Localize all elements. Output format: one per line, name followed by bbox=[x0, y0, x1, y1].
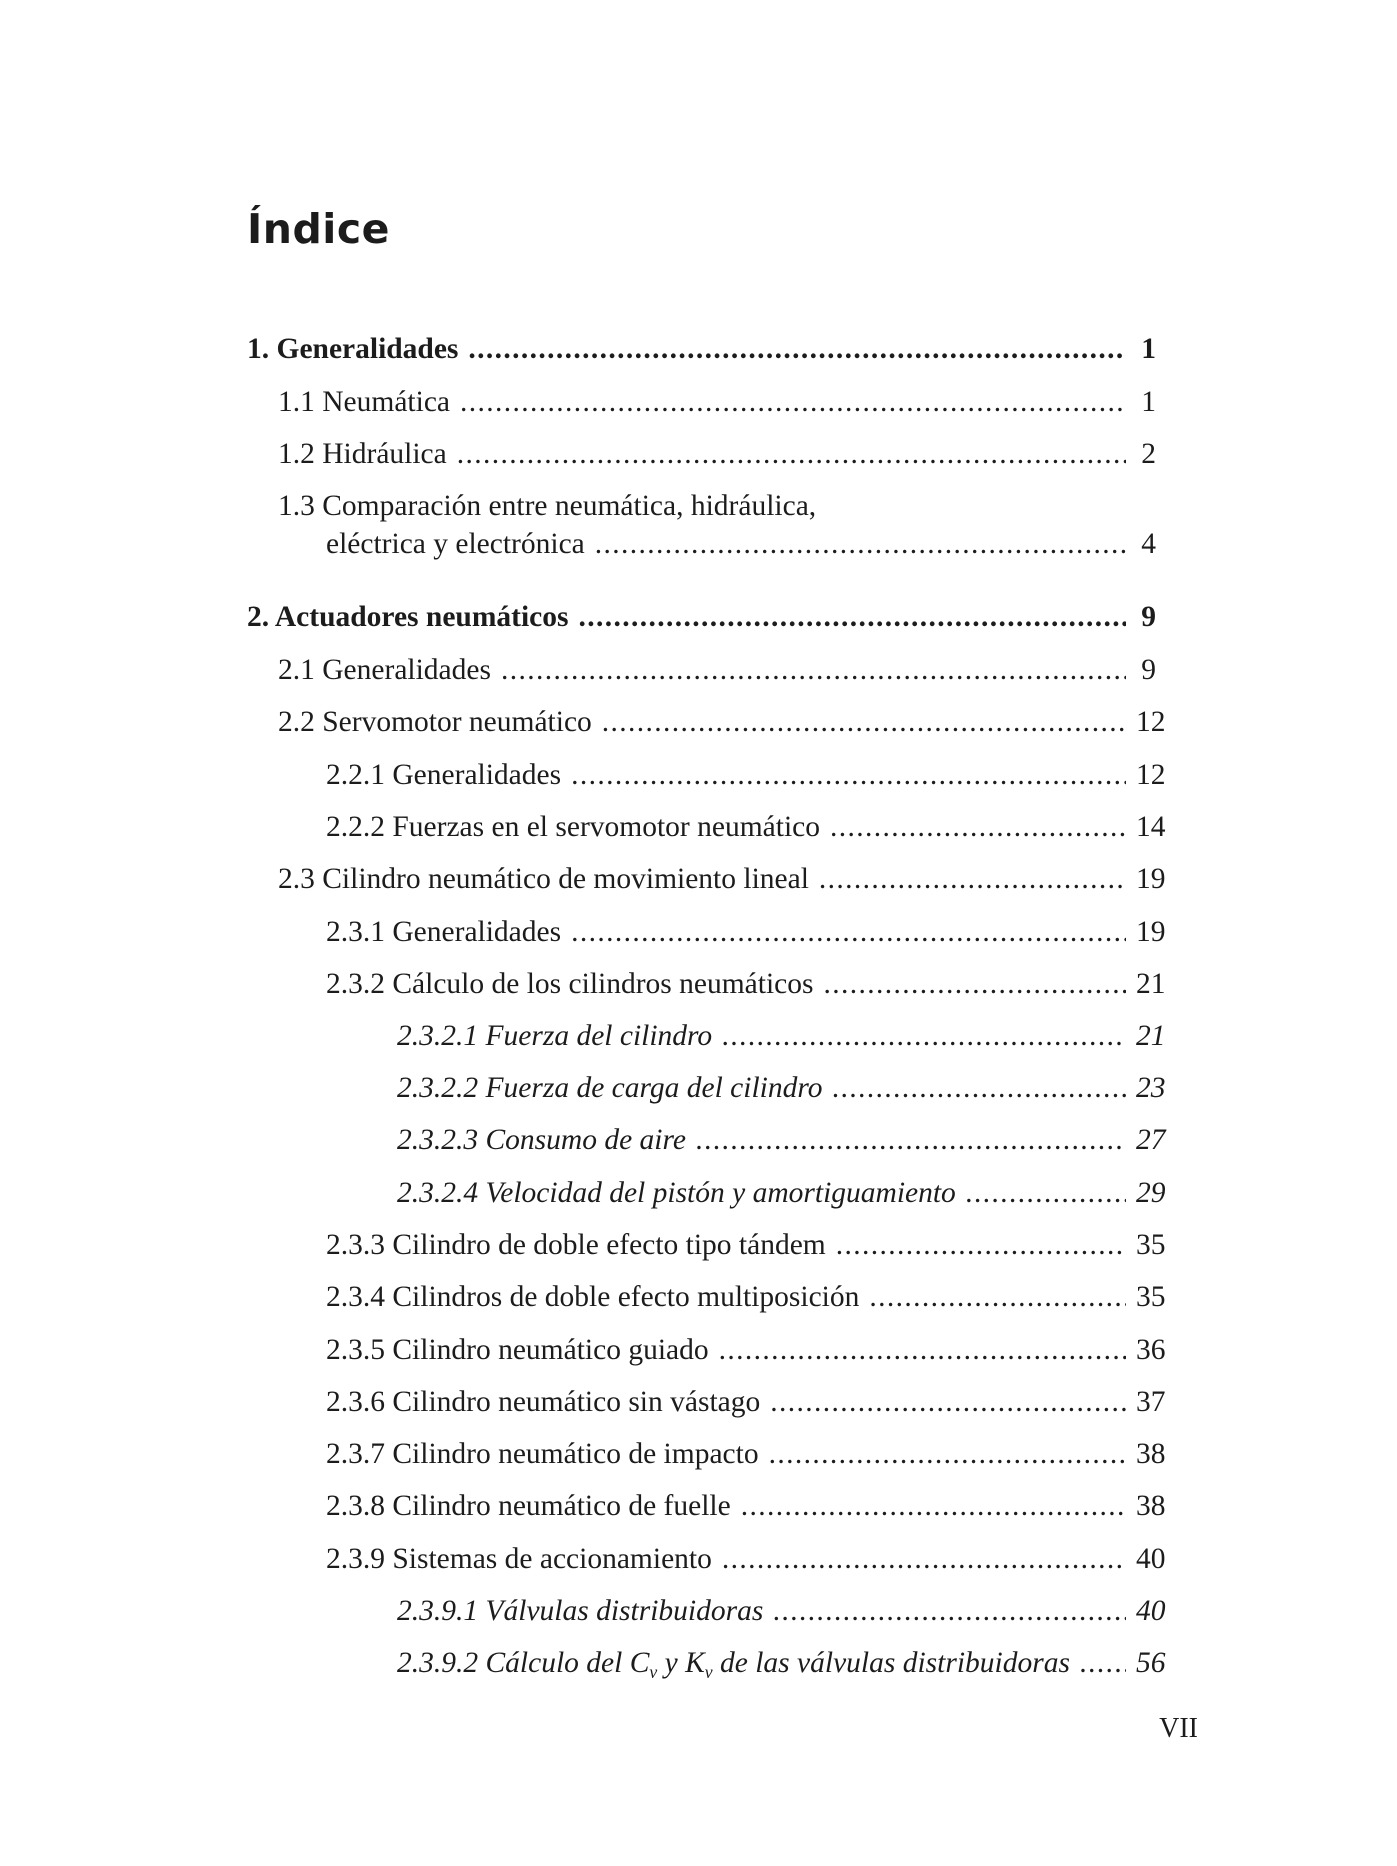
dot-leader bbox=[696, 1121, 1126, 1159]
toc-entry[interactable] bbox=[397, 1644, 1166, 1682]
toc-page-number: 2 bbox=[1141, 438, 1156, 470]
dot-leader bbox=[833, 1069, 1126, 1107]
toc-entry-label: 1.1 Neumática bbox=[278, 386, 451, 418]
toc-entry[interactable] bbox=[326, 1331, 1166, 1369]
toc-page-number: 12 bbox=[1136, 759, 1166, 791]
toc-entry[interactable] bbox=[278, 651, 1156, 689]
dot-leader bbox=[836, 1226, 1126, 1264]
toc-entry[interactable] bbox=[326, 756, 1166, 794]
toc-entry-label: 2.3.9 Sistemas de accionamiento bbox=[326, 1543, 712, 1575]
toc-page-number: 40 bbox=[1136, 1543, 1166, 1575]
toc-entry-label: 2.3.6 Cilindro neumático sin vástago bbox=[326, 1386, 761, 1418]
toc-page-number: 35 bbox=[1136, 1229, 1166, 1261]
dot-leader bbox=[719, 1331, 1126, 1369]
dot-leader bbox=[457, 435, 1126, 473]
toc-entry-label: 2.2.1 Generalidades bbox=[326, 759, 562, 791]
toc-page-number: 35 bbox=[1136, 1281, 1166, 1313]
dot-leader bbox=[741, 1487, 1126, 1525]
toc-entry-label: 2.3.1 Generalidades bbox=[326, 916, 562, 948]
toc-page-number: 9 bbox=[1141, 601, 1156, 633]
label-part: de las válvulas distribuidoras bbox=[712, 1647, 1070, 1679]
toc-entry-label: 2.3.2.3 Consumo de aire bbox=[397, 1124, 686, 1156]
dot-leader bbox=[773, 1592, 1126, 1630]
page-title: Índice bbox=[247, 205, 390, 253]
toc-entry[interactable] bbox=[278, 487, 1156, 563]
dot-leader bbox=[468, 330, 1126, 368]
toc-entry[interactable] bbox=[326, 808, 1166, 846]
toc-entry-label: 2.3.9.1 Válvulas distribuidoras bbox=[397, 1595, 764, 1627]
dot-leader bbox=[571, 913, 1126, 951]
toc-page-number: 36 bbox=[1136, 1334, 1166, 1366]
toc-entry-label: 2. Actuadores neumáticos bbox=[247, 601, 569, 633]
toc-entry-label: 2.3.8 Cilindro neumático de fuelle bbox=[326, 1490, 731, 1522]
toc-entry[interactable] bbox=[326, 1278, 1166, 1316]
dot-leader bbox=[722, 1540, 1126, 1578]
toc-page-number: 56 bbox=[1136, 1647, 1166, 1679]
toc-entry-label: eléctrica y electrónica bbox=[326, 528, 585, 560]
toc-entry[interactable] bbox=[278, 383, 1156, 421]
toc-entry[interactable] bbox=[326, 1435, 1166, 1473]
toc-page-number: 12 bbox=[1136, 706, 1166, 738]
toc-page-number: 21 bbox=[1136, 1020, 1166, 1052]
toc-page-number: 38 bbox=[1136, 1490, 1166, 1522]
toc-page-number: 14 bbox=[1136, 811, 1166, 843]
toc-entry[interactable] bbox=[397, 1069, 1166, 1107]
toc-entry-label bbox=[397, 1644, 1070, 1682]
dot-leader bbox=[824, 965, 1127, 1003]
dot-leader bbox=[460, 383, 1126, 421]
toc-entry-label: 2.1 Generalidades bbox=[278, 654, 491, 686]
toc-entry[interactable] bbox=[326, 1540, 1166, 1578]
toc-page-number: 19 bbox=[1136, 916, 1166, 948]
toc-page-number: 38 bbox=[1136, 1438, 1166, 1470]
toc-page-number: 19 bbox=[1136, 863, 1166, 895]
toc-page-number: 4 bbox=[1141, 528, 1156, 560]
toc-entry[interactable] bbox=[326, 1383, 1166, 1421]
toc-entry[interactable] bbox=[397, 1017, 1166, 1055]
dot-leader bbox=[769, 1435, 1126, 1473]
dot-leader bbox=[1080, 1644, 1126, 1682]
toc-entry-label: 2.3.2.4 Velocidad del pistón y amortiguamiento bbox=[397, 1177, 956, 1209]
dot-leader bbox=[571, 756, 1126, 794]
toc-entry[interactable] bbox=[397, 1121, 1166, 1159]
dot-leader bbox=[602, 703, 1126, 741]
toc-entry[interactable] bbox=[278, 860, 1166, 898]
dot-leader bbox=[830, 808, 1126, 846]
toc-entry-label: 2.3.2.2 Fuerza de carga del cilindro bbox=[397, 1072, 823, 1104]
toc-entry-label: 2.3 Cilindro neumático de movimiento lineal bbox=[278, 863, 809, 895]
toc-entry[interactable] bbox=[326, 1487, 1166, 1525]
dot-leader bbox=[595, 525, 1126, 563]
subscript: v bbox=[704, 1662, 713, 1682]
toc-entry[interactable] bbox=[326, 1226, 1166, 1264]
dot-leader bbox=[770, 1383, 1126, 1421]
toc-entry-label: 2.3.3 Cilindro de doble efecto tipo tándem bbox=[326, 1229, 826, 1261]
label-part: y K bbox=[657, 1647, 705, 1679]
toc-entry-label: 2.3.2.1 Fuerza del cilindro bbox=[397, 1020, 713, 1052]
subscript: v bbox=[649, 1662, 658, 1682]
dot-leader bbox=[722, 1017, 1126, 1055]
page-number: VII bbox=[1159, 1713, 1198, 1744]
toc-entry-label: 2.3.2 Cálculo de los cilindros neumáticos bbox=[326, 968, 814, 1000]
toc-page-number: 37 bbox=[1136, 1386, 1166, 1418]
dot-leader bbox=[579, 598, 1127, 636]
dot-leader bbox=[966, 1174, 1126, 1212]
toc-entry[interactable] bbox=[278, 703, 1166, 741]
toc-page-number: 21 bbox=[1136, 968, 1166, 1000]
toc-entry[interactable] bbox=[326, 913, 1166, 951]
toc-page-number: 27 bbox=[1136, 1124, 1166, 1156]
dot-leader bbox=[819, 860, 1126, 898]
toc-entry-label: 2.3.4 Cilindros de doble efecto multiposición bbox=[326, 1281, 860, 1313]
toc-entry-label: 1.2 Hidráulica bbox=[278, 438, 447, 470]
toc-page-number: 1 bbox=[1141, 386, 1156, 418]
toc-page-number: 29 bbox=[1136, 1177, 1166, 1209]
toc-entry-label: 2.2.2 Fuerzas en el servomotor neumático bbox=[326, 811, 820, 843]
toc-entry[interactable] bbox=[397, 1174, 1166, 1212]
toc-page-number: 23 bbox=[1136, 1072, 1166, 1104]
toc-entry-label: 1. Generalidades bbox=[247, 333, 459, 365]
toc-page-number: 40 bbox=[1136, 1595, 1166, 1627]
toc-entry[interactable] bbox=[247, 330, 1156, 368]
toc-entry[interactable] bbox=[278, 435, 1156, 473]
label-part: 2.3.9.2 Cálculo del C bbox=[397, 1647, 650, 1679]
toc-page-number: 1 bbox=[1141, 333, 1156, 365]
dot-leader bbox=[869, 1278, 1126, 1316]
toc-entry[interactable] bbox=[247, 598, 1156, 636]
toc-entry-label: 1.3 Comparación entre neumática, hidráulica, bbox=[278, 490, 817, 522]
toc-page-number: 9 bbox=[1141, 654, 1156, 686]
toc-entry-label: 2.2 Servomotor neumático bbox=[278, 706, 592, 738]
toc-entry-label: 2.3.5 Cilindro neumático guiado bbox=[326, 1334, 709, 1366]
toc-entry[interactable] bbox=[326, 965, 1166, 1003]
dot-leader bbox=[501, 651, 1126, 689]
toc-entry[interactable] bbox=[397, 1592, 1166, 1630]
toc-entry-label: 2.3.7 Cilindro neumático de impacto bbox=[326, 1438, 759, 1470]
